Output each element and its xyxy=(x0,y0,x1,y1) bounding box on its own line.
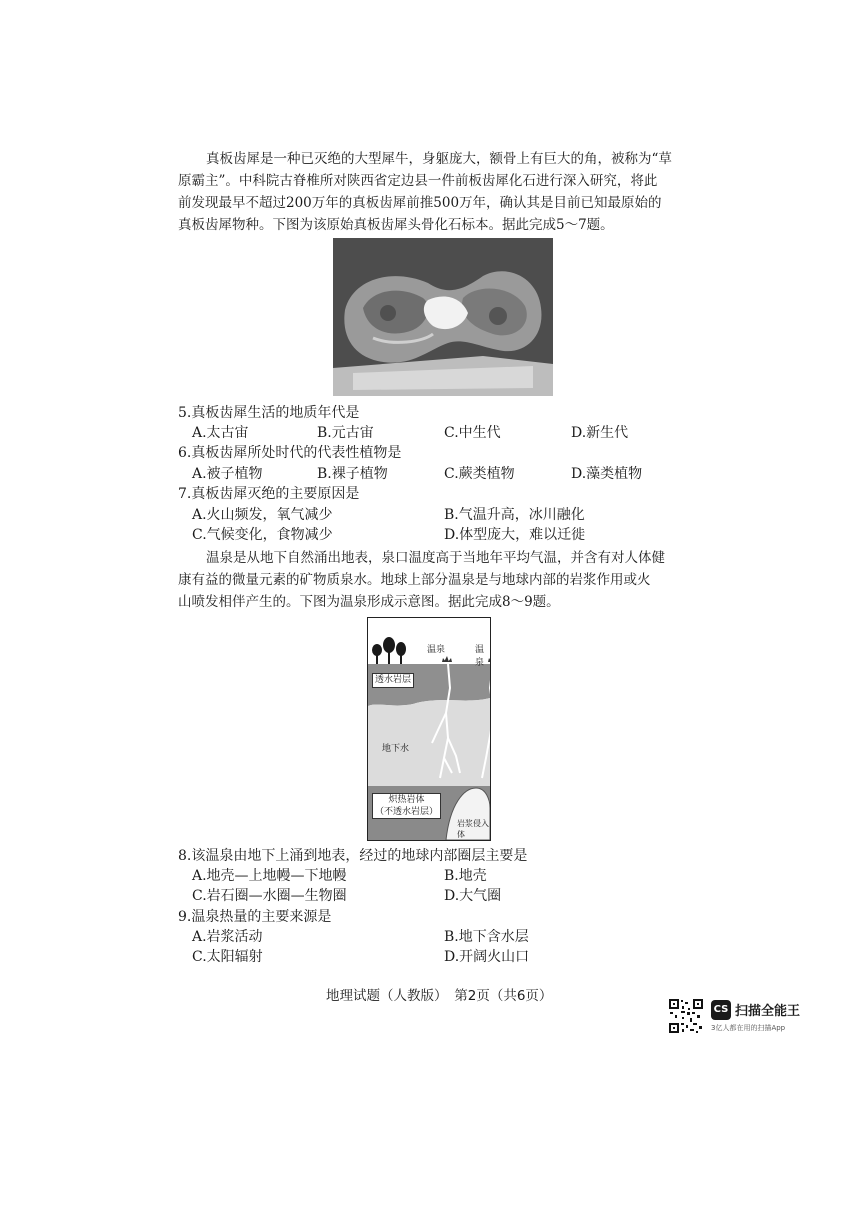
camscanner-logo-icon: CS xyxy=(711,1000,731,1020)
intro-paragraph-2 xyxy=(178,547,698,613)
intro1-line-3: 前发现最早不超过200万年的真板齿犀前推500万年，确认其是目前已知最原始的 xyxy=(178,195,662,211)
diagram-label-spring-right: 温泉 xyxy=(475,645,485,668)
q5-option-c[interactable]: C.中生代 xyxy=(444,425,501,441)
diagram-label-hot-rock-line2: （不透水岩层） xyxy=(375,807,439,817)
intro2-line-1: 温泉是从地下自然涌出地表，泉口温度高于当地年平均气温，并含有对人体健 xyxy=(206,550,665,566)
diagram-label-hot-rock xyxy=(372,793,441,819)
q6-option-d[interactable]: D.藻类植物 xyxy=(571,466,643,482)
qr-code-icon xyxy=(668,998,704,1034)
hot-spring-diagram xyxy=(367,617,491,841)
intro2-line-3: 山喷发相伴产生的。下图为温泉形成示意图。据此完成8～9题。 xyxy=(178,594,560,610)
intro2-line-2: 康有益的微量元素的矿物质泉水。地球上部分温泉是与地球内部的岩浆作用或火 xyxy=(178,572,651,588)
page-footer: 地理试题（人教版） 第2页（共6页） xyxy=(326,988,553,1004)
q7-option-d[interactable]: D.体型庞大，难以迁徙 xyxy=(444,527,586,543)
q9-option-a[interactable]: A.岩浆活动 xyxy=(192,929,263,945)
diagram-label-spring-left: 温泉 xyxy=(427,645,446,655)
q7-option-c[interactable]: C.气候变化，食物减少 xyxy=(192,527,333,543)
camscanner-name: 扫描全能王 xyxy=(735,1004,801,1019)
q9-option-d[interactable]: D.开阔火山口 xyxy=(444,949,530,965)
question-6-stem: 6.真板齿犀所处时代的代表性植物是 xyxy=(178,445,402,461)
q8-option-a[interactable]: A.地壳—上地幔—下地幔 xyxy=(192,868,347,884)
diagram-label-hot-rock-line1: 炽热岩体 xyxy=(388,795,425,805)
q8-option-c[interactable]: C.岩石圈—水圈—生物圈 xyxy=(192,888,347,904)
intro1-line-4: 真板齿犀物种。下图为该原始真板齿犀头骨化石标本。据此完成5～7题。 xyxy=(178,217,614,233)
question-7-stem: 7.真板齿犀灭绝的主要原因是 xyxy=(178,486,360,502)
q7-option-a[interactable]: A.火山频发，氧气减少 xyxy=(192,507,333,523)
q5-option-a[interactable]: A.太古宙 xyxy=(192,425,249,441)
q6-option-c[interactable]: C.蕨类植物 xyxy=(444,466,515,482)
intro-paragraph-1 xyxy=(178,148,698,236)
intro1-line-2: 原霸主”。中科院古脊椎所对陕西省定边县一件前板齿犀化石进行深入研究，将此 xyxy=(178,173,658,189)
q8-option-b[interactable]: B.地壳 xyxy=(444,868,487,884)
diagram-label-groundwater: 地下水 xyxy=(382,744,410,754)
q5-option-b[interactable]: B.元古宙 xyxy=(317,425,374,441)
q9-option-b[interactable]: B.地下含水层 xyxy=(444,929,529,945)
camscanner-tagline: 3亿人都在用的扫描App xyxy=(711,1024,786,1032)
q7-option-b[interactable]: B.气温升高，冰川融化 xyxy=(444,507,585,523)
q8-option-d[interactable]: D.大气圈 xyxy=(444,888,502,904)
q5-option-d[interactable]: D.新生代 xyxy=(571,425,629,441)
q6-option-a[interactable]: A.被子植物 xyxy=(192,466,263,482)
intro1-line-1: 真板齿犀是一种已灭绝的大型犀牛，身躯庞大，额骨上有巨大的角，被称为“草 xyxy=(206,151,672,167)
diagram-label-magma: 岩浆侵入体 xyxy=(457,819,489,839)
diagram-label-permeable-layer: 透水岩层 xyxy=(372,673,414,688)
question-5-stem: 5.真板齿犀生活的地质年代是 xyxy=(178,405,360,421)
question-9-stem: 9.温泉热量的主要来源是 xyxy=(178,909,332,925)
q6-option-b[interactable]: B.裸子植物 xyxy=(317,466,388,482)
question-8-stem: 8.该温泉由地下上涌到地表，经过的地球内部圈层主要是 xyxy=(178,848,528,864)
q9-option-c[interactable]: C.太阳辐射 xyxy=(192,949,263,965)
fossil-skull-photo xyxy=(333,238,553,396)
